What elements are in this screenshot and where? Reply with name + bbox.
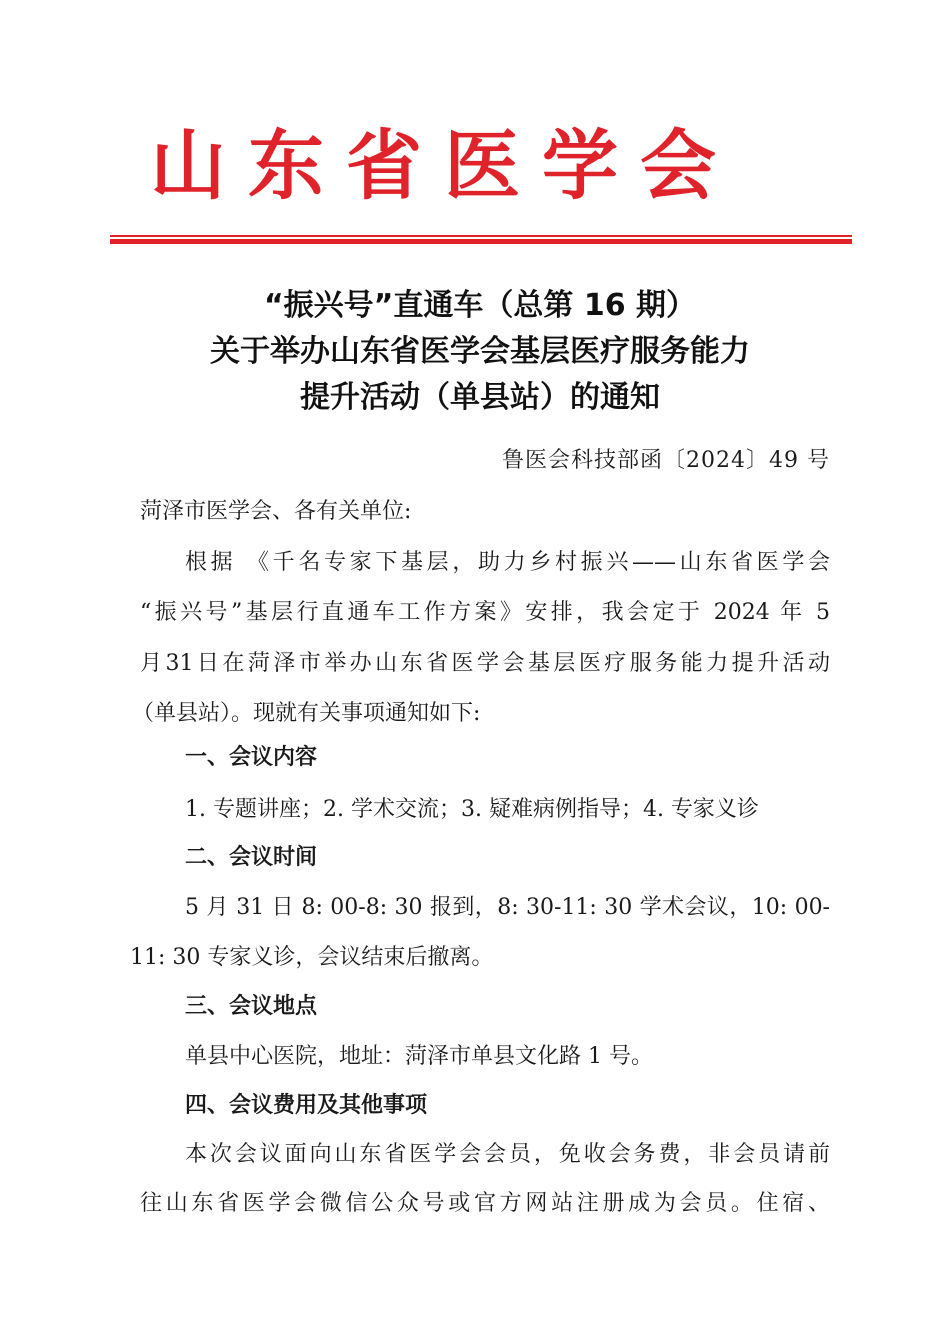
body-paragraph-line: （单县站）。现就有关事项通知如下: [132,701,481,726]
document-title [100,283,860,421]
body-paragraph-line: 往山东省医学会微信公众号或官方网站注册成为会员。住宿、 [140,1191,830,1216]
body-paragraph-line: 5 月 31 日 8: 00-8: 30 报到，8: 30-11: 30 学术会议，10: 00- [185,895,830,920]
section-heading: 一、会议内容 [185,745,318,770]
document-title-line: “振兴号”直通车（总第 16 期） [263,288,697,323]
body-paragraph-line: “振兴号”基层行直通车工作方案》安排，我会定于 2024 年 5 [140,600,830,625]
body-paragraph-line: 根据 《千名专家下基层，助力乡村振兴——山东省医学会 [185,550,830,575]
body-paragraph-line: 1. 专题讲座；2. 学术交流；3. 疑难病例指导；4. 专家义诊 [185,797,759,822]
body-paragraph-line: 月31日在菏泽市举办山东省医学会基层医疗服务能力提升活动 [140,651,830,676]
section-heading: 二、会议时间 [185,845,318,870]
document-title-line: 提升活动（单县站）的通知 [300,380,660,415]
letterhead-divider-thin [110,235,852,237]
body-paragraph-line: 11: 30 专家义诊，会议结束后撤离。 [130,945,494,970]
document-number: 鲁医会科技部函〔2024〕49 号 [502,448,830,473]
letterhead-org-name: 山东省医学会 [150,121,738,210]
letterhead-divider-thick [110,239,852,244]
salutation: 菏泽市医学会、各有关单位: [140,499,412,524]
section-heading: 四、会议费用及其他事项 [185,1093,428,1118]
section-heading: 三、会议地点 [185,994,318,1019]
document-title-line: 关于举办山东省医学会基层医疗服务能力 [210,334,750,369]
body-paragraph-line: 单县中心医院，地址：菏泽市单县文化路 1 号。 [185,1044,653,1069]
body-paragraph-line: 本次会议面向山东省医学会会员，免收会务费，非会员请前 [185,1142,830,1167]
